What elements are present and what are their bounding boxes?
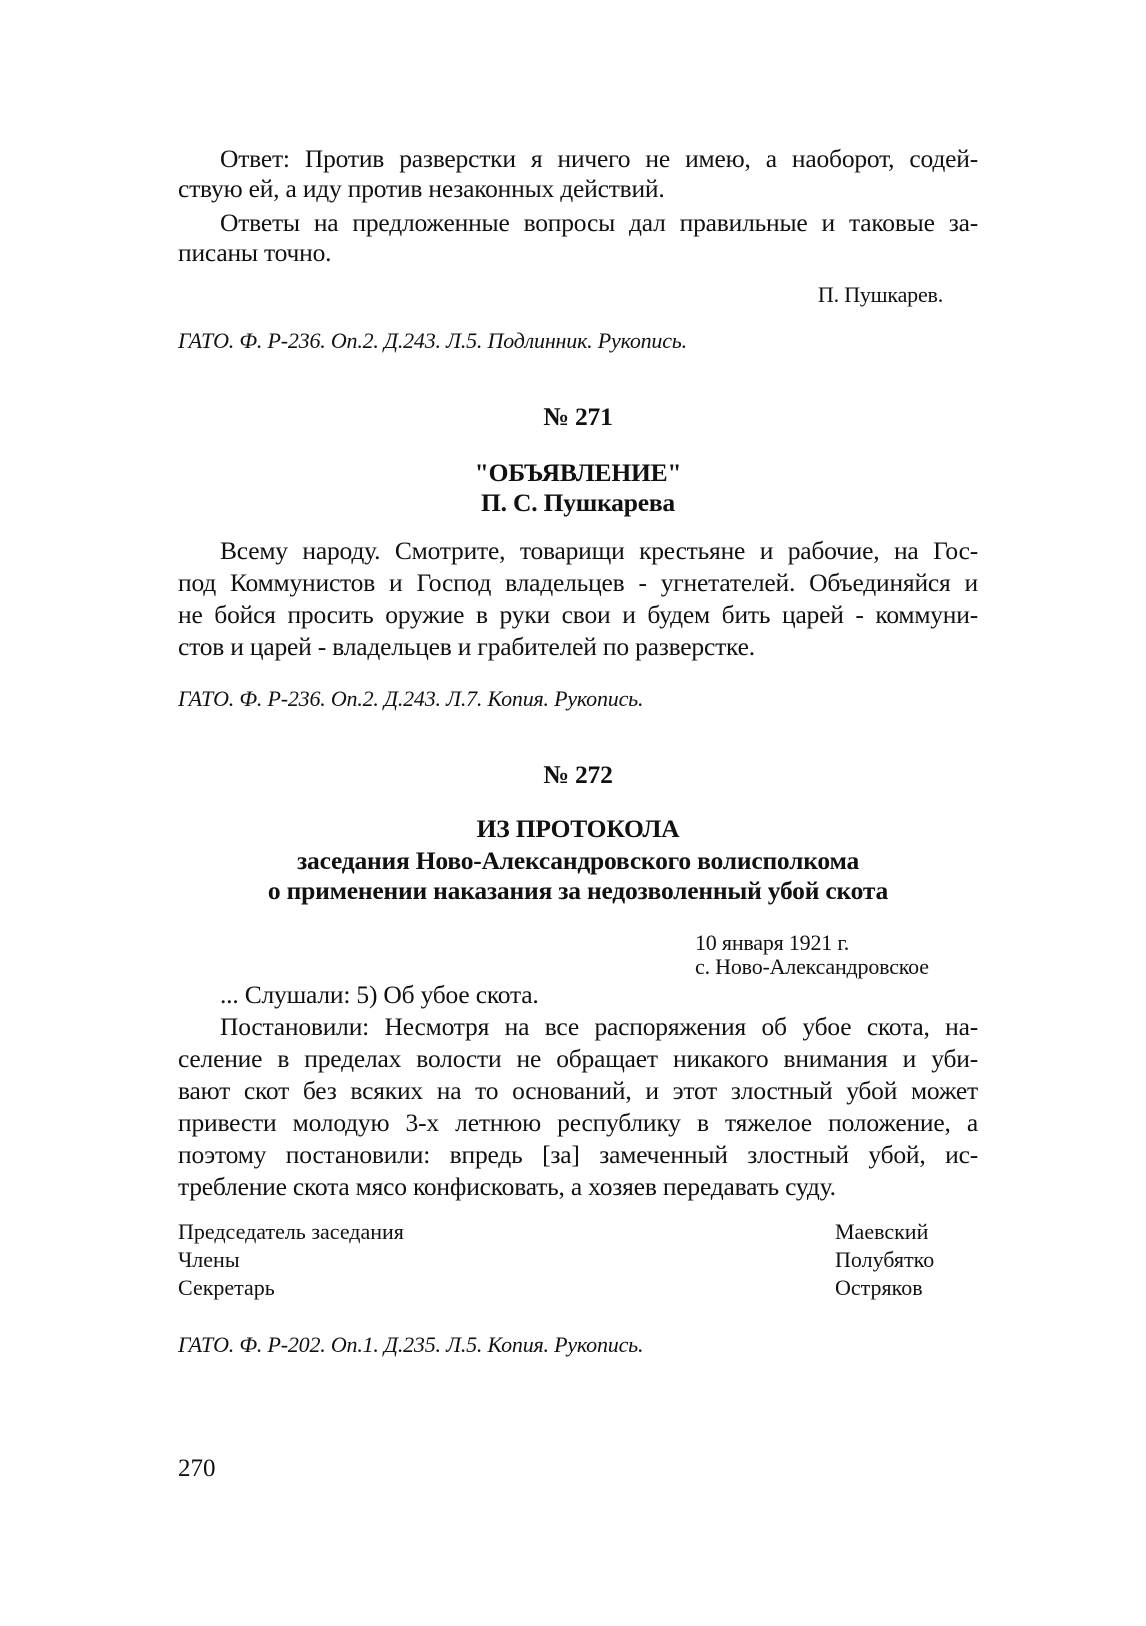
page-number: 270 (178, 1455, 216, 1482)
decided-line-1: Постановили: Несмотря на все распоряжения об убое скота, на- (220, 1012, 978, 1041)
signature-name: Маевский (835, 1219, 929, 1244)
document-place: с. Ново-Александровское (695, 954, 929, 979)
decided-line-5: поэтому постановили: впредь [за] замеченный злостный убой, ис- (178, 1140, 978, 1169)
confirm-line-1: Ответы на предложенные вопросы дал правильные и таковые за- (220, 208, 978, 237)
signature-role: Председатель заседания (178, 1219, 404, 1244)
document-subtitle: П. С. Пушкарева (481, 488, 675, 517)
signature-role: Секретарь (178, 1275, 275, 1300)
signature-role: Члены (178, 1247, 240, 1272)
signature-name: Остряков (835, 1275, 923, 1300)
document-date: 10 января 1921 г. (695, 930, 850, 955)
archive-source: ГАТО. Ф. Р-236. Оп.2. Д.243. Л.5. Подлинник. Рукопись. (178, 328, 687, 353)
decided-line-2: селение в пределах волости не обращает никакого внимания и уби- (178, 1044, 978, 1073)
signature-name: Полубятко (835, 1247, 935, 1272)
heard-line: ... Слушали: 5) Об убое скота. (220, 980, 539, 1009)
document-title: ИЗ ПРОТОКОЛА (476, 814, 680, 843)
body-line-3: не бойся просить оружие в руки свои и будем бить царей - коммуни- (178, 600, 978, 629)
body-line-1: Всему народу. Смотрите, товарищи крестьяне и рабочие, на Гос- (220, 536, 978, 565)
document-title: "ОБЪЯВЛЕНИЕ" (474, 458, 682, 487)
document-subtitle-line-1: заседания Ново-Александровского волисполкома (296, 846, 860, 875)
archive-source: ГАТО. Ф. Р-236. Оп.2. Д.243. Л.7. Копия. Рукопись. (178, 686, 644, 711)
answer-line-2: ствую ей, а иду против незаконных действий. (178, 174, 665, 203)
confirm-line-2: писаны точно. (178, 238, 332, 267)
decided-line-4: привести молодую 3-х летнюю республику в тяжелое положение, а (178, 1108, 978, 1137)
decided-line-6: требление скота мясо конфисковать, а хозяев передавать суду. (178, 1172, 836, 1201)
body-line-2: под Коммунистов и Господ владельцев - угнетателей. Объединяйся и (178, 568, 978, 597)
decided-line-3: вают скот без всяких на то оснований, и этот злостный убой может (178, 1076, 978, 1105)
signature-pushkarev: П. Пушкарев. (817, 282, 943, 307)
body-line-4: стов и царей - владельцев и грабителей по разверстке. (178, 632, 755, 661)
archive-source: ГАТО. Ф. Р-202. Оп.1. Д.235. Л.5. Копия. Рукопись. (178, 1332, 644, 1357)
answer-line-1: Ответ: Против разверстки я ничего не имею, а наоборот, содей- (220, 144, 978, 173)
document-number: № 272 (543, 760, 613, 789)
document-number: № 271 (543, 402, 613, 431)
document-subtitle-line-2: о применении наказания за недозволенный убой скота (267, 876, 889, 905)
